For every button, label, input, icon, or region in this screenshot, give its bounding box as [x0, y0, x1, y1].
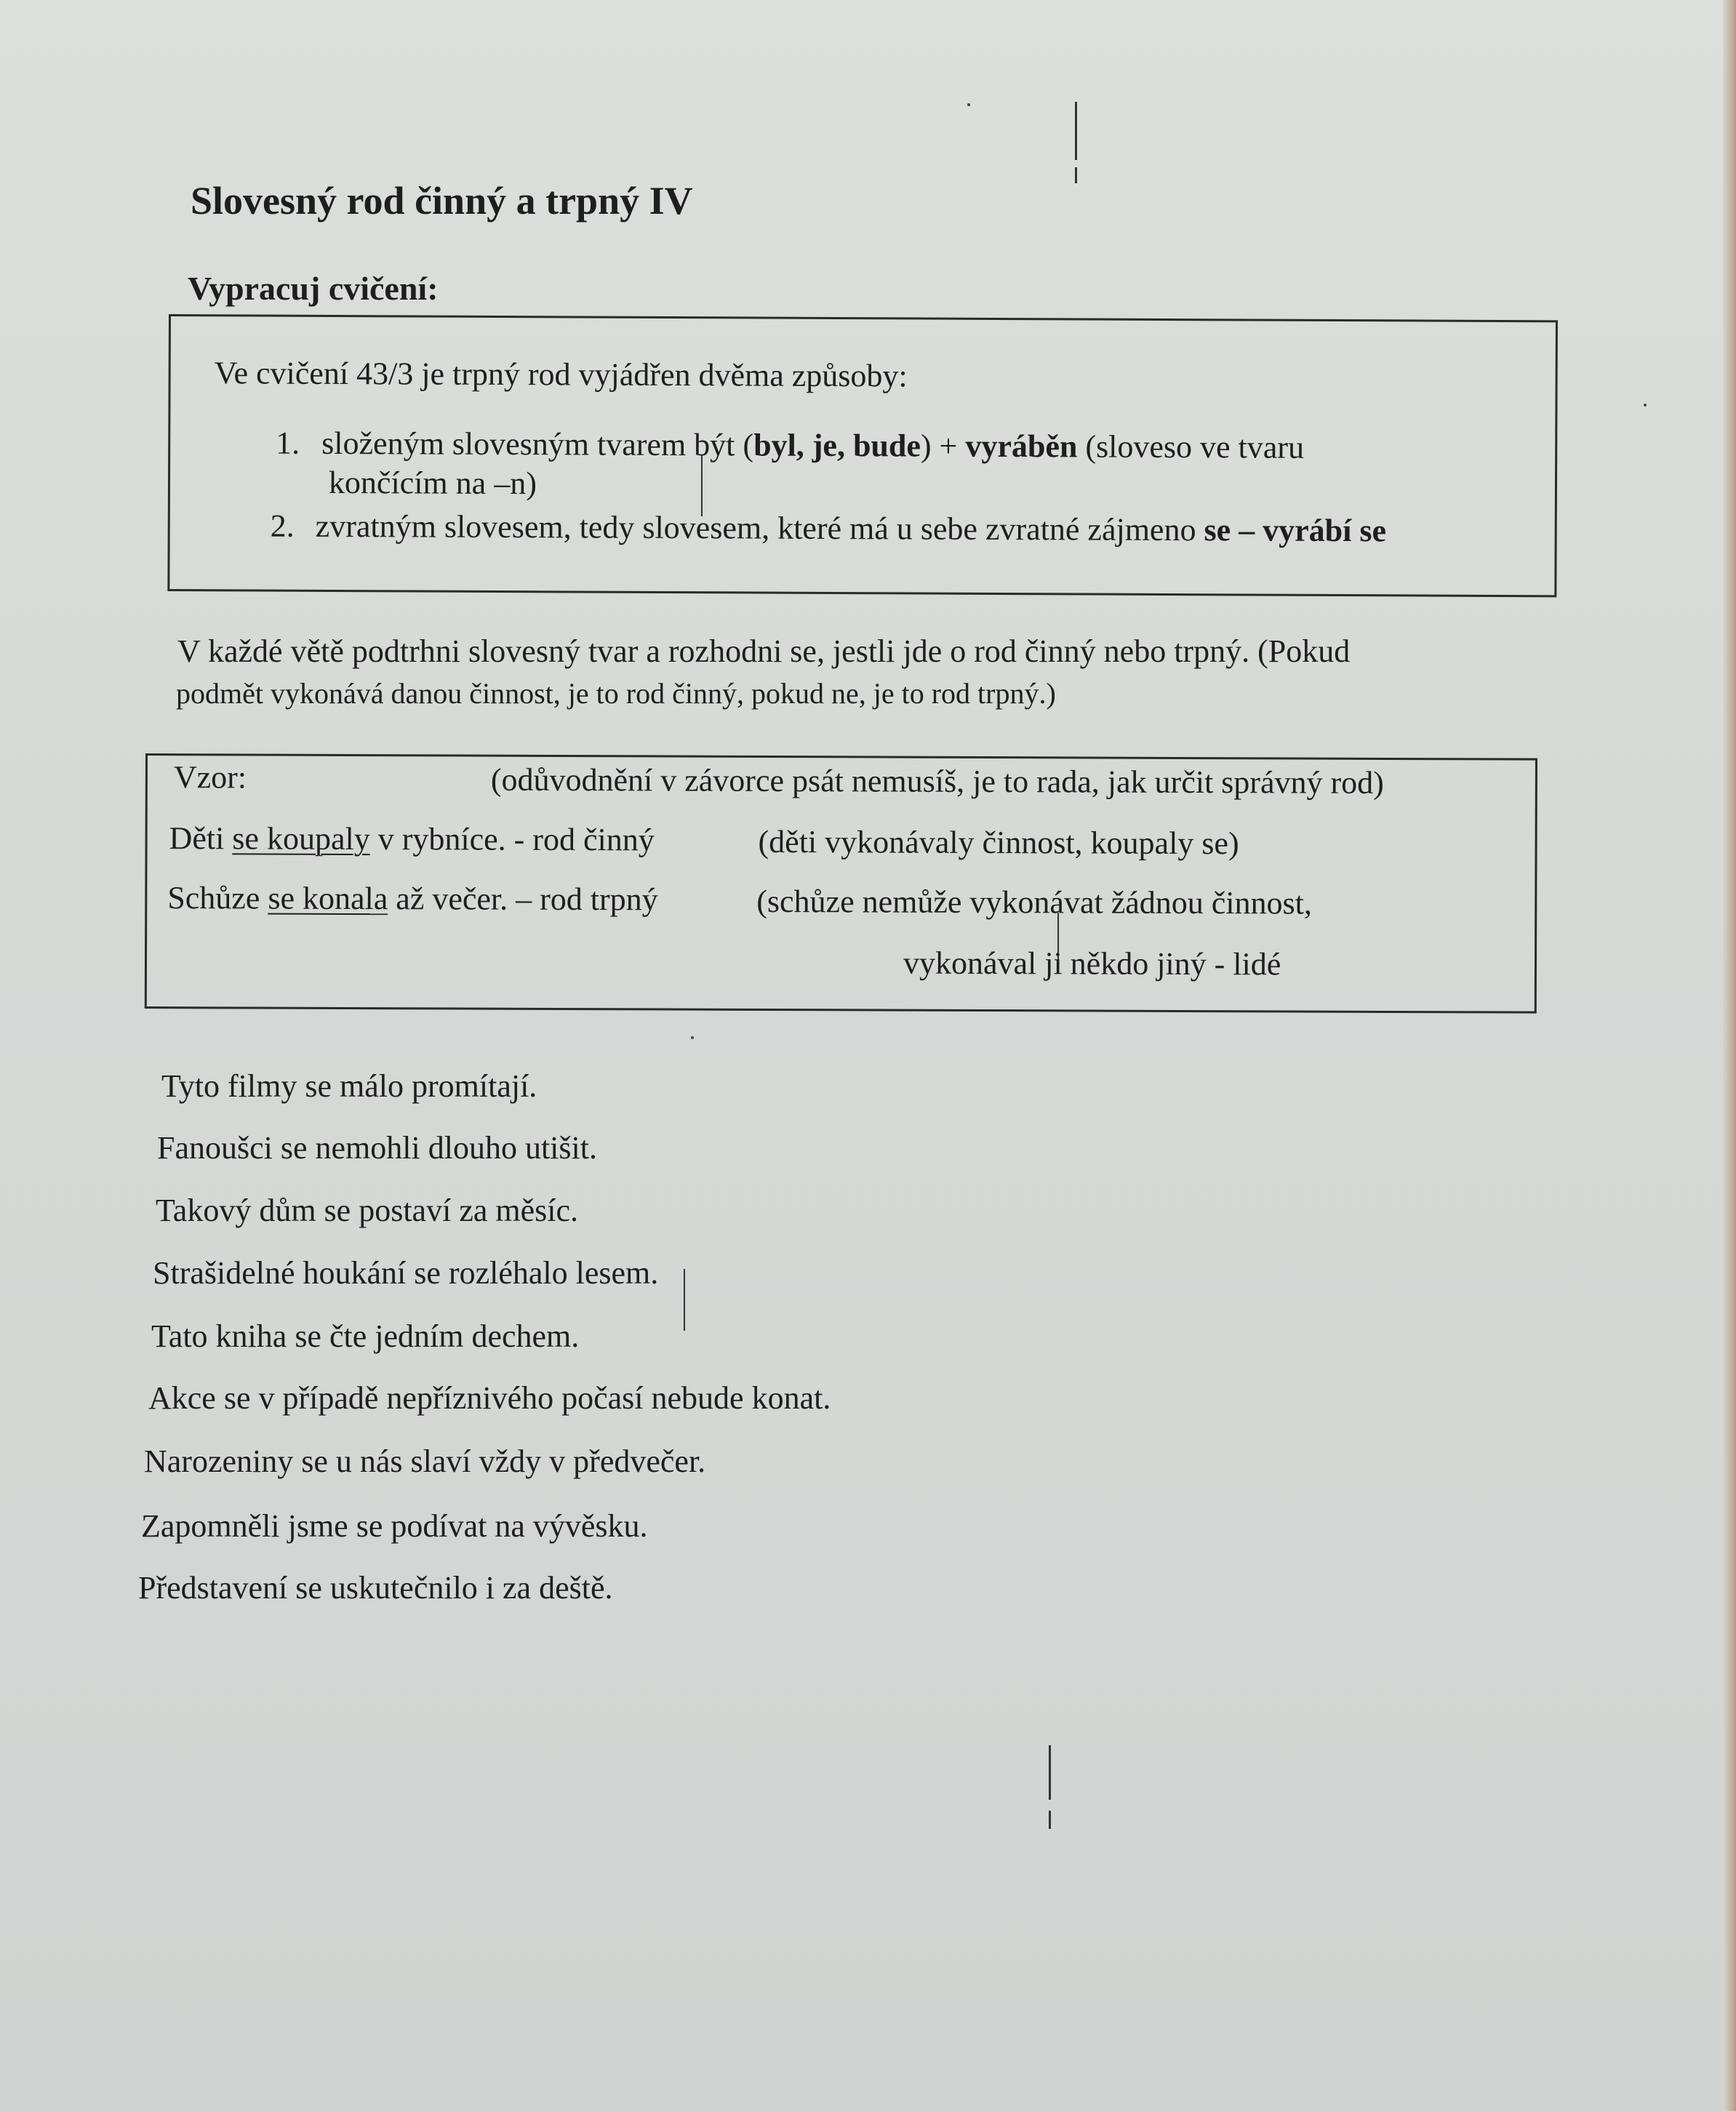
info-item-2-bold-a: se – vyrábí se — [1204, 512, 1387, 549]
example-2-reason-2: vykonával ji někdo jiný - lidé — [903, 945, 1281, 982]
example-note: (odůvodnění v závorce psát nemusíš, je to rada, jak určit správný rod) — [490, 761, 1384, 801]
example-2-reason: (schůze nemůže vykonávat žádnou činnost, — [756, 883, 1313, 921]
example-1-post: v rybníce. - rod činný — [369, 821, 655, 858]
example-2 — [167, 879, 658, 918]
info-item-1-text-b: ) + — [920, 428, 966, 464]
info-item-1-number: 1. — [276, 425, 300, 461]
info-intro: Ve cvičení 43/3 je trpný rod vyjádřen dvěma způsoby: — [214, 355, 908, 394]
scan-speck — [1644, 404, 1647, 406]
example-2-pre: Schůze — [167, 880, 268, 916]
scan-mark — [1049, 1811, 1051, 1829]
info-box — [167, 314, 1558, 597]
info-item-1 — [321, 425, 1304, 466]
sentence-9: Představení se uskutečnilo i za deště. — [138, 1570, 613, 1606]
example-1-reason: (děti vykonávaly činnost, koupaly se) — [758, 823, 1239, 862]
example-2-verb: se konala — [268, 880, 388, 917]
sentence-8: Zapomněli jsme se podívat na vývěsku. — [141, 1508, 648, 1544]
sentence-6: Akce se v případě nepříznivého počasí nebude konat. — [148, 1380, 831, 1416]
sentence-3: Takový dům se postaví za měsíc. — [156, 1193, 579, 1228]
scan-speck — [967, 103, 970, 106]
instruction-line-1: V každé větě podtrhni slovesný tvar a rozhodni se, jestli jde o rod činný nebo trpný. (Pokud — [177, 633, 1351, 669]
info-item-1-bold-b: vyráběn — [965, 428, 1078, 465]
example-1 — [169, 820, 655, 858]
paper-edge — [1723, 0, 1736, 2111]
info-item-1-text-c: (sloveso ve tvaru — [1077, 428, 1305, 465]
example-1-pre: Děti — [169, 820, 233, 857]
exercise-heading: Vypracuj cvičení: — [188, 270, 439, 307]
scan-mark — [684, 1269, 685, 1331]
sentence-7: Narozeniny se u nás slaví vždy v předvečer. — [144, 1443, 706, 1479]
info-item-1-line2: končícím na –n) — [328, 464, 537, 502]
info-item-2 — [316, 508, 1387, 549]
sentence-5: Tato kniha se čte jedním dechem. — [151, 1318, 580, 1354]
info-item-1-bold-a: byl, je, bude — [753, 427, 921, 464]
example-label: Vzor: — [173, 759, 247, 796]
sentence-1: Tyto filmy se málo promítají. — [161, 1068, 537, 1104]
scan-speck — [691, 1036, 694, 1039]
instruction-line-2: podmět vykonává danou činnost, je to rod činný, pokud ne, je to rod trpný.) — [176, 677, 1056, 710]
scan-mark — [1075, 167, 1077, 183]
example-box — [145, 753, 1537, 1014]
page-title: Slovesný rod činný a trpný IV — [191, 179, 693, 223]
sentence-4: Strašidelné houkání se rozléhalo lesem. — [153, 1255, 659, 1291]
sentence-2: Fanoušci se nemohli dlouho utišit. — [157, 1130, 597, 1166]
info-item-2-text-a: zvratným slovesem, tedy slovesem, které má u sebe zvratné zájmeno — [315, 508, 1204, 548]
info-item-2-number: 2. — [270, 508, 295, 544]
example-2-post: až večer. – rod trpný — [388, 881, 658, 918]
example-1-verb: se koupaly — [232, 820, 370, 857]
scan-mark — [1049, 1745, 1051, 1800]
scan-mark — [1075, 102, 1077, 160]
info-item-1-text-a: složeným slovesným tvarem být ( — [321, 425, 754, 463]
